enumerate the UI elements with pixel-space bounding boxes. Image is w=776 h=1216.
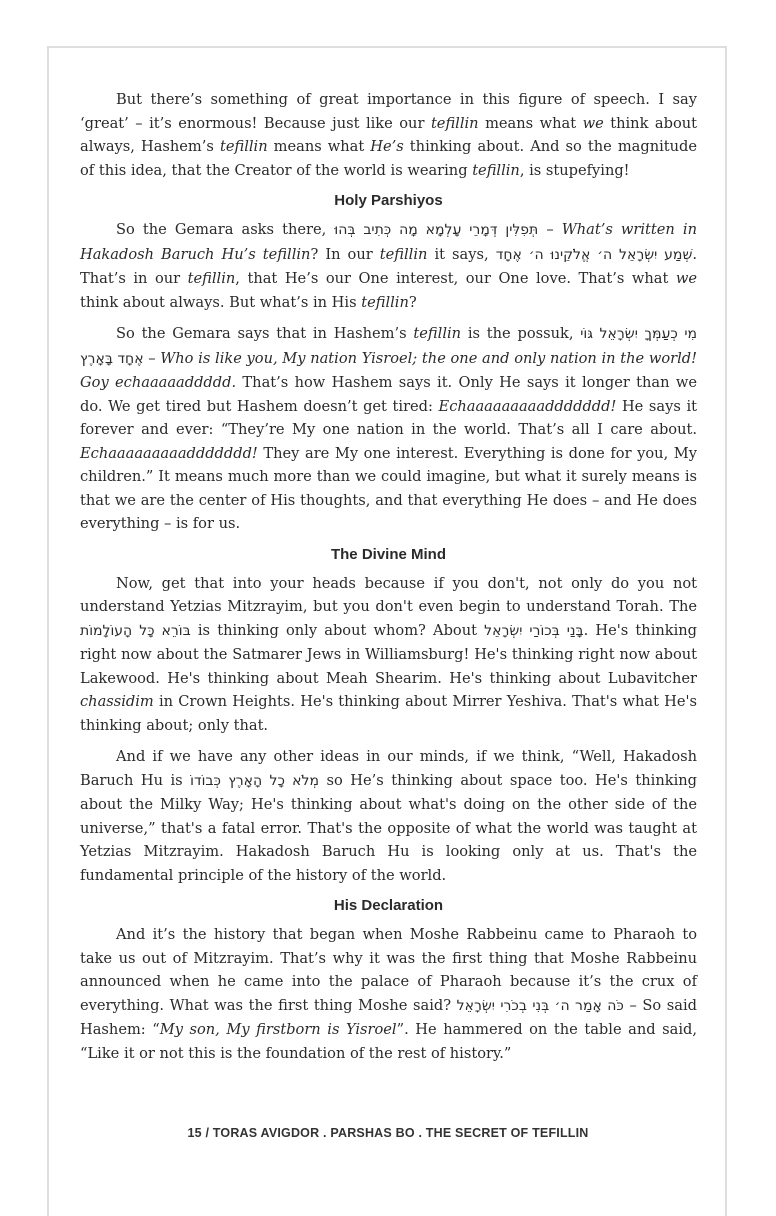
hebrew-quote: בּוֹרֵא כָּל הָעוֹלָמוֹת	[80, 622, 191, 639]
hebrew-quote: מְלֹא כָל הָאָרֶץ כְּבוֹדוֹ	[190, 772, 319, 789]
text-run: But there’s something of great importance in this figure of speech. I say ‘great’ – it’s enormous! Because just like our	[80, 91, 697, 132]
italic-text: He’s	[370, 138, 404, 155]
text-run: is thinking only about whom? About	[190, 621, 485, 639]
italic-text: Echaaaaaaaaaddddddd!	[438, 397, 617, 415]
italic-text: tefillin	[219, 138, 268, 155]
section-heading: The Divine Mind	[330, 545, 446, 563]
text-run: –	[143, 349, 161, 367]
text-run: means what	[478, 114, 583, 132]
text-run: – So said Hashem: “	[80, 996, 697, 1038]
text-run: Now, get that into your heads because if you don't, not only do you not understand Yetzias Mitzrayim, but you don't even begin to understand Torah. The	[80, 574, 697, 615]
text-run: ?	[408, 293, 417, 311]
hebrew-quote: בָּנַי בְּכוֹרַי יִשְׂרָאֵל	[484, 622, 584, 639]
paragraph	[80, 88, 697, 182]
text-run: , is stupefying!	[519, 161, 630, 179]
text-run: So the Gemara says that in Hashem’s	[116, 325, 414, 342]
hebrew-quote: מִי כְעַמְּךָ יִשְׂרָאֵל גּוֹי אֶחָד בָּאָרֶץ	[80, 326, 697, 367]
section-heading: Holy Parshiyos	[334, 192, 443, 209]
paragraph	[80, 745, 697, 887]
italic-text: tefillin	[413, 325, 462, 342]
text-run: He says it forever and ever: “They’re My one nation in the world. That’s all I care about.	[80, 397, 697, 438]
italic-text: tefillin	[187, 270, 236, 287]
italic-text: tefillin	[472, 161, 520, 179]
text-run: ”. He hammered on the table and said, “Like it or not this is the foundation of the rest of history.”	[80, 1021, 697, 1062]
text-run: . He's thinking right now about the Satmarer Jews in Williamsburg! He's thinking right now about Lakewood. He's thinking about Meah Shearim. He's thinking about Lubavitcher	[80, 621, 698, 687]
italic-text: tefillin	[361, 293, 409, 311]
paragraph	[80, 572, 697, 738]
paragraph	[80, 218, 697, 314]
italic-text: chassidim	[80, 693, 154, 710]
italic-text: What’s written in Hakadosh Baruch Hu’s tefillin	[80, 221, 697, 263]
paragraph	[80, 322, 697, 536]
text-run: think about always, Hashem’s	[80, 114, 697, 155]
text-run: think about always. But what’s in His	[80, 293, 362, 311]
text-run: –	[538, 221, 562, 238]
italic-text: Who is like you, My nation Yisroel; the one and only nation in the world! Goy echaaaaaddddd.	[80, 349, 697, 391]
text-run: . That’s in our	[80, 245, 698, 287]
text-run: thinking about. And so the magnitude of this idea, that the Creator of the world is wearing	[80, 138, 698, 179]
text-run: And it’s the history that began when Moshe Rabbeinu came to Pharaoh to take us out of Mitzrayim. That’s why it was the first thing that Moshe Rabbeinu announced when he came into the palace of Pharaoh because it’s the crux of everything. What was the first thing Moshe said?	[80, 926, 697, 1014]
text-run: So the Gemara asks there,	[116, 221, 335, 238]
text-run: They are My one interest. Everything is done for you, My children.” It means much more than we could imagine, but what it surely means is that we are the center of His thoughts, and that everything He does – and He does everything – is for us.	[80, 444, 697, 532]
hebrew-quote: שְׁמַע יִשְׂרָאֵל ה׳ אֱלֹקֵינוּ ה׳ אֶחָד	[495, 246, 693, 263]
text-run: ? In our	[310, 245, 380, 263]
text-run: means what	[267, 138, 371, 155]
text-run: it says,	[427, 245, 496, 263]
text-run: is the possuk,	[461, 325, 581, 342]
page-footer: 15 / TORAS AVIGDOR . PARSHAS BO . THE SECRET OF TEFILLIN	[187, 1126, 589, 1140]
section-heading: His Declaration	[333, 897, 444, 914]
text-run: so He’s thinking about space too. He's thinking about the Milky Way; He's thinking about what's doing on the other side of the universe,” that's a fatal error. That's the opposite of what the world was taught at Yetzias Mitzrayim. Hakadosh Baruch Hu is looking only at us. That's the fundamental principle of the history of the world.	[80, 771, 697, 884]
italic-text: tefillin	[379, 245, 428, 263]
hebrew-quote: כֹּה אָמַר ה׳ בְּנִי בְכֹרִי יִשְׂרָאֵל	[456, 997, 624, 1014]
italic-text: we	[675, 270, 697, 287]
paragraph	[80, 923, 697, 1065]
text-run: And if we have any other ideas in our minds, if we think, “Well, Hakadosh Baruch Hu is	[80, 748, 697, 789]
italic-text: tefillin	[430, 114, 479, 132]
text-run: in Crown Heights. He's thinking about Mirrer Yeshiva. That's what He's thinking about; only that.	[80, 693, 697, 734]
text-run: , that He’s our One interest, our One love. That’s what	[235, 270, 676, 287]
italic-text: we	[582, 114, 604, 132]
italic-text: My son, My firstborn is Yisroel	[159, 1021, 397, 1038]
page-body	[80, 88, 697, 1073]
text-run: That’s how Hashem says it. Only He says it longer than we do. We get tired but Hashem doesn’t get tired:	[80, 374, 697, 415]
italic-text: Echaaaaaaaaaddddddd!	[80, 444, 258, 462]
hebrew-quote: תְּפִלִּין דְּמָרֵי עָלְמָא מָה כְּתִיב בְּהוּ	[334, 222, 539, 238]
